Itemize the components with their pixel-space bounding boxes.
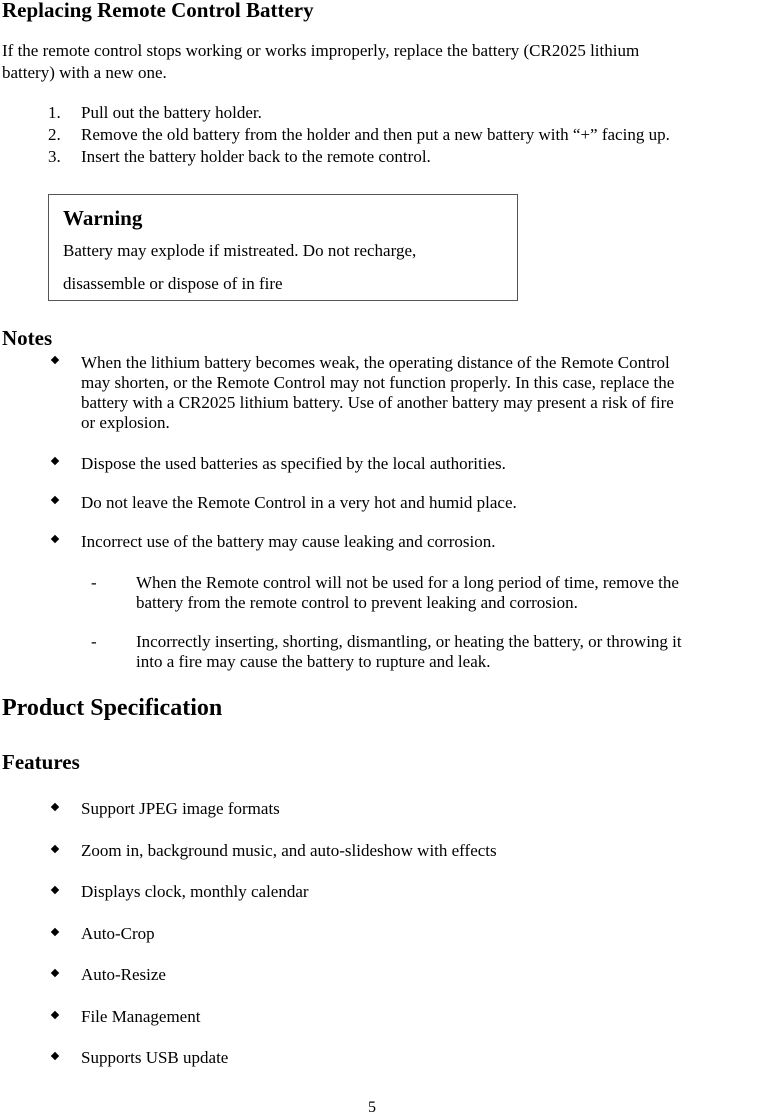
- section-title-battery: Replacing Remote Control Battery: [2, 0, 314, 22]
- bullet-icon: [51, 803, 59, 811]
- feature-item: Supports USB update: [81, 1048, 229, 1067]
- notes-title: Notes: [2, 326, 53, 350]
- bullet-icon: [51, 496, 59, 504]
- subitem-dash: -: [91, 573, 97, 592]
- page-number: 5: [368, 1099, 376, 1116]
- bullet-icon: [51, 845, 59, 853]
- bullet-icon: [51, 535, 59, 543]
- step-number: 3.: [48, 147, 61, 166]
- step-text: Insert the battery holder back to the remote control.: [81, 147, 431, 166]
- step-number: 2.: [48, 125, 61, 144]
- note-line: may shorten, or the Remote Control may not function properly. In this case, replace the: [81, 373, 675, 392]
- note-line: or explosion.: [81, 413, 170, 432]
- feature-item: Support JPEG image formats: [81, 799, 280, 818]
- warning-title: Warning: [63, 206, 143, 230]
- feature-item: Auto-Resize: [81, 965, 166, 984]
- subitem-dash: -: [91, 632, 97, 651]
- subitem-line: into a fire may cause the battery to rupture and leak.: [136, 652, 491, 671]
- feature-item: File Management: [81, 1007, 201, 1026]
- features-title: Features: [2, 750, 80, 774]
- feature-item: Zoom in, background music, and auto-slideshow with effects: [81, 841, 497, 860]
- step-number: 1.: [48, 103, 61, 122]
- bullet-icon: [51, 457, 59, 465]
- note-line: Dispose the used batteries as specified by the local authorities.: [81, 454, 506, 473]
- subitem-line: Incorrectly inserting, shorting, dismantling, or heating the battery, or throwing it: [136, 632, 682, 651]
- bullet-icon: [51, 969, 59, 977]
- note-line: Do not leave the Remote Control in a very hot and humid place.: [81, 493, 517, 512]
- bullet-icon: [51, 1011, 59, 1019]
- subitem-line: When the Remote control will not be used for a long period of time, remove the: [136, 573, 679, 592]
- step-text: Pull out the battery holder.: [81, 103, 262, 122]
- note-line: battery with a CR2025 lithium battery. Use of another battery may present a risk of fire: [81, 393, 674, 412]
- bullet-icon: [51, 356, 59, 364]
- bullet-icon: [51, 886, 59, 894]
- intro-line-2: battery) with a new one.: [2, 63, 167, 82]
- bullet-icon: [51, 1052, 59, 1060]
- intro-line-1: If the remote control stops working or works improperly, replace the battery (CR2025 lithium: [2, 41, 640, 60]
- note-line: When the lithium battery becomes weak, the operating distance of the Remote Control: [81, 353, 670, 372]
- step-text: Remove the old battery from the holder and then put a new battery with “+” facing up.: [81, 125, 670, 144]
- bullet-icon: [51, 928, 59, 936]
- section-title-spec: Product Specification: [2, 695, 223, 721]
- warning-line-1: Battery may explode if mistreated. Do not recharge,: [63, 241, 417, 260]
- warning-line-2: disassemble or dispose of in fire: [63, 274, 283, 293]
- note-line: Incorrect use of the battery may cause leaking and corrosion.: [81, 532, 496, 551]
- subitem-line: battery from the remote control to prevent leaking and corrosion.: [136, 593, 578, 612]
- feature-item: Displays clock, monthly calendar: [81, 882, 309, 901]
- feature-item: Auto-Crop: [81, 924, 155, 943]
